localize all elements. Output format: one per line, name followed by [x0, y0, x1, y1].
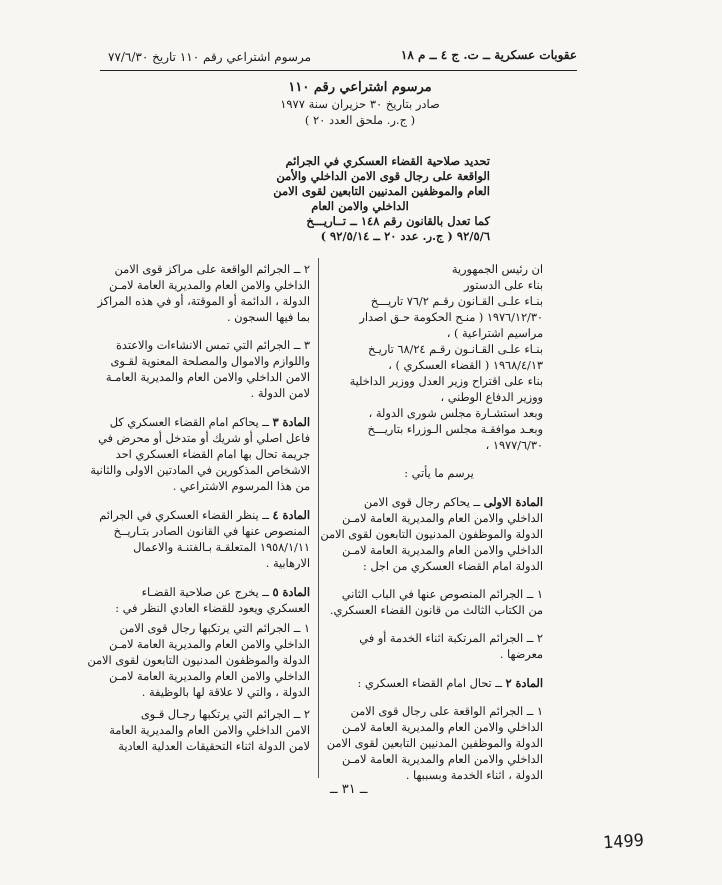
text-line: الاشخاص المذكورين في المادتين الاولى والثانية [90, 464, 310, 477]
article-2-item-2 [97, 262, 310, 326]
text-line: ١ ــ الجرائم المنصوص عنها في الباب الثاني [341, 588, 543, 601]
text-line: الدولة ، اثناء الخدمة وبسببها . [405, 769, 543, 782]
article-label: المادة ٣ [272, 415, 310, 429]
text-line: الدولة والموظفين المدنيين التابعين لقوى الامن [326, 737, 543, 750]
right-column [320, 262, 543, 796]
text-line: العسكري ويعود للقضاء العادي النظر في : [115, 602, 310, 615]
text-line: ــ يحاكم امام القضاء العسكري كل [109, 416, 269, 429]
column-divider [318, 258, 319, 778]
text-line: الدولة ، الدائمة أو الموقتة، أو في هذه المراكز [97, 295, 310, 308]
text-line: الدولة والموظفون المدنيون التابعون لقوى الامن [320, 528, 543, 541]
text-line: الامن الداخلي والامن العام والمديرية العامـة [105, 371, 310, 384]
header-rule [100, 70, 577, 71]
text-line: ١ ــ الجرائم الواقعة على رجال قوى الامن [350, 705, 543, 718]
text-line: الداخلي والامن العام والمديرية العامة لامـن [342, 512, 543, 525]
decree-title-block [260, 80, 460, 128]
decree-date: صادر بتاريخ ٣٠ حزيران سنة ١٩٧٧ [280, 97, 440, 111]
text-line: وبعد استشـارة مجلس شورى الدولة ، [368, 407, 543, 420]
article-2 [335, 675, 543, 692]
subject-line: الداخلي والامن العام [311, 199, 409, 213]
left-column [87, 262, 310, 767]
article-1-item-1 [329, 587, 543, 619]
article-2-item-1 [326, 704, 543, 784]
text-line: لامن الدولة اثناء التحقيقات العدلية العادية [118, 740, 310, 753]
preamble [335, 262, 543, 454]
text-line: ٢ ــ الجرائم التي يرتكبها رجـال قـوى [140, 708, 310, 721]
article-5 [110, 584, 310, 617]
running-header-left: مرسوم اشتراعي رقم ١١٠ تاريخ ٧٧/٦/٣٠ [108, 50, 311, 64]
text-line: معرضها . [499, 648, 543, 661]
text-line: الداخلي والامن العام والمديرية العامة لامـن [342, 544, 543, 557]
gazette-reference: ( ج.ر. ملحق العدد ٢٠ ) [304, 113, 416, 127]
text-line: المنصوص عنها في القانون الصادر بتـاريــخ [113, 525, 310, 538]
text-line: الدولة والموظفون المدنيون التابعون لقوى الامن [87, 654, 310, 667]
article-label: المادة ٢ [505, 676, 543, 690]
article-1-item-2 [335, 631, 543, 663]
article-2-item-3 [105, 338, 310, 402]
text-line: ــ يحاكم رجال قوى الامن [363, 496, 481, 509]
text-line: ٣ ــ الجرائم التي تمس الانشاءات والاعتدة [116, 339, 310, 352]
decree-subject [230, 154, 490, 244]
text-line: من هذا المرسوم الاشتراعي . [172, 480, 310, 493]
text-line: ٢ ــ الجرائم الواقعة على مراكز قوى الامن [114, 263, 310, 276]
text-line: الداخلي والامن العام والمديرية العامة لامـن [342, 753, 543, 766]
text-line: من الكتاب الثالث من قانون القضاء العسكري. [329, 604, 543, 617]
text-line: جريمة تحال بها امام القضاء العسكري احد [115, 448, 310, 461]
text-line: الدولة امام القضاء العسكري من اجل : [362, 560, 543, 573]
amendment-line: كما تعدل بالقانون رقم ١٤٨ ــ تــاريـــخ [306, 214, 490, 228]
article-label: المادة ٥ [272, 585, 310, 599]
text-line: مراسيم اشتراعية ) ، [446, 327, 543, 340]
text-line: بنـاء علـى القـانون رقـم ٧٦/٢ تاريـــخ [370, 295, 543, 308]
text-line: ــ يخرج عن صلاحية القضـاء [141, 586, 269, 599]
text-line: ووزير الدفاع الوطني ، [440, 391, 543, 404]
text-line: الداخلي والامن العام والمديرية العامة لامـن [109, 638, 310, 651]
text-line: بناء على الدستور [463, 279, 543, 292]
handwritten-page-stamp: 1499 [602, 830, 645, 854]
text-line: ان رئيس الجمهورية [451, 263, 543, 276]
text-line: بنـاء علـى القـانـون رقـم ٦٨/٢٤ تاريـخ [368, 343, 543, 356]
text-line: الارهابية . [265, 557, 310, 570]
article-5-item-2 [110, 707, 310, 755]
subject-line: العام والموظفين المدنيين التابعين لقوى الامن [273, 184, 490, 198]
article-5-item-1 [87, 621, 310, 701]
subject-line: تحديد صلاحية القضاء العسكري في الجرائم [285, 154, 490, 168]
text-line: الداخلي والامن العام والمديرية العامة لامـن [109, 670, 310, 683]
text-line: وبعـد موافقـة مجلس الـوزراء بتاريـــخ [367, 423, 543, 436]
article-label: المادة ٤ [272, 508, 310, 522]
amendment-line: ٩٢/٥/٦ ( ج.ر. عدد ٢٠ ــ ٩٢/٥/١٤ ) [320, 229, 490, 243]
text-line: لامن الدولة . [250, 387, 310, 400]
text-line: ١٩٧٦/١٢/٣٠ ( منـح الحكومة حـق اصدار [359, 311, 543, 324]
text-line: ١٩٧٧/٦/٣٠ ، [485, 439, 543, 452]
text-line: ١٩٦٨/٤/١٣ ( القضاء العسكري ) ، [388, 359, 543, 372]
text-line: ١٩٥٨/١/١١ المتعلقـة بـالفتنـة والاعمال [133, 541, 310, 554]
text-line: الامن الداخلي والامن العام والمديرية العامة [109, 724, 310, 737]
text-line: واللوازم والاموال والمصلحة المعنوية لقـوى [110, 355, 310, 368]
article-1 [320, 494, 543, 575]
running-header-right: عقوبات عسكرية ــ ت. ج ٤ ــ م ١٨ [400, 48, 577, 62]
text-line: ١ ــ الجرائم التي يرتكبها رجال قوى الامن [119, 622, 310, 635]
text-line: بما فيها السجون . [226, 311, 310, 324]
text-line: ٢ ــ الجرائم المرتكبة اثناء الخدمة أو في [359, 632, 543, 645]
text-line: بناء على اقتراح وزير العدل ووزير الداخلية [349, 375, 543, 388]
article-4 [99, 507, 310, 572]
text-line: الداخلي والامن العام والمديرية العامة لامـن [342, 721, 543, 734]
text-line: الداخلي والامن العام والمديرية العامة لامـن [109, 279, 310, 292]
text-line: الدولة ، والتي لا علاقة لها بالوظيفة . [141, 686, 310, 699]
text-line: ــ ينظر القضاء العسكري في الجرائم [99, 509, 269, 522]
subject-line: الواقعة على رجال قوى الامن الداخلي والأمن [276, 169, 490, 183]
decree-title: مرسوم اشتراعي رقم ١١٠ [288, 80, 432, 95]
page-number: ــ ٣١ ــ [330, 782, 368, 797]
article-label: المادة الاولى [483, 495, 543, 509]
article-3 [90, 414, 310, 495]
text-line: فاعل اصلي أو شريك أو متدخل أو محرض في [98, 432, 310, 445]
text-line: ــ تحال امام القضاء العسكري : [357, 677, 502, 690]
decree-formula: يرسم ما يأتي : [404, 467, 474, 480]
